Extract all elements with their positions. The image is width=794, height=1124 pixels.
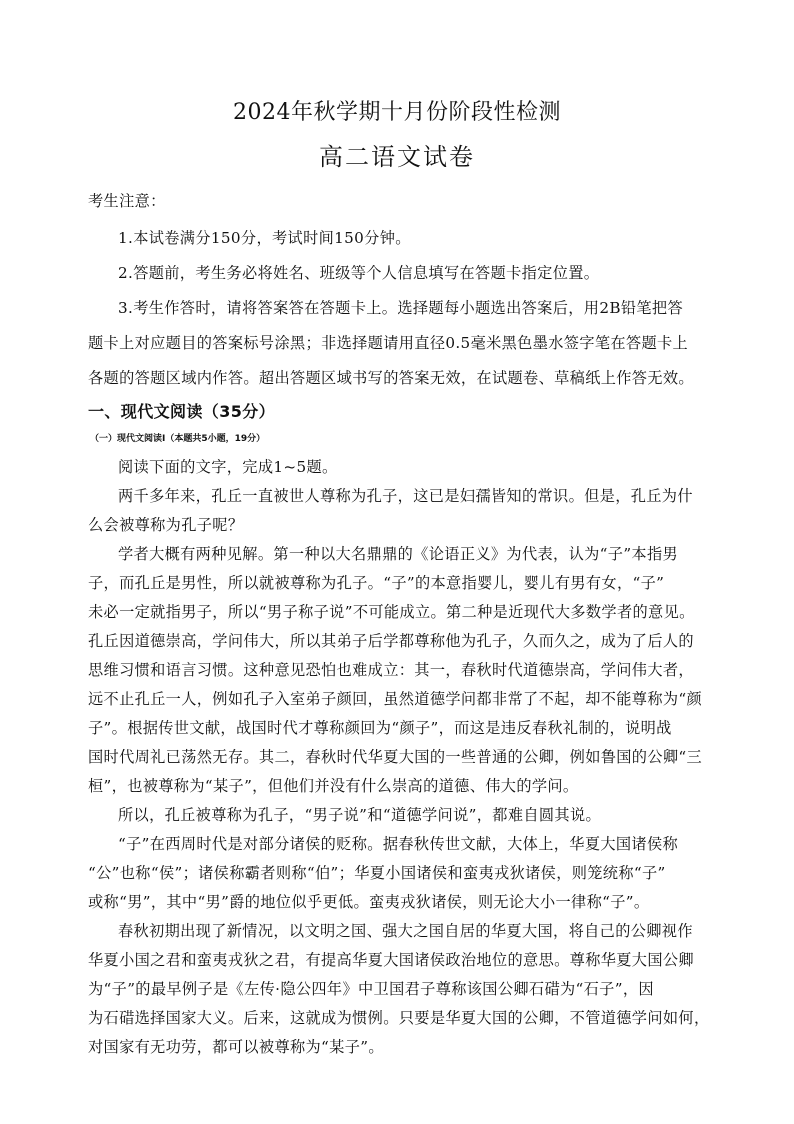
- passage-line: 或称“男”，其中“男”爵的地位似乎更低。蛮夷戎狄诸侯，则无论大小一律称“子”。: [88, 893, 650, 911]
- passage-line: 两千多年来，孔丘一直被世人尊称为孔子，这已是妇孺皆知的常识。但是，孔丘为什: [118, 487, 693, 505]
- passage-line: 学者大概有两种见解。第一种以大名鼎鼎的《论语正义》为代表，认为“子”本指男: [118, 545, 679, 563]
- passage-line: 国时代周礼已荡然无存。其二，春秋时代华夏大国的一些普通的公卿，例如鲁国的公卿“三: [88, 748, 703, 766]
- passage-line: 桓”，也被尊称为“某子”，但他们并没有什么崇高的道德、伟大的学问。: [88, 777, 579, 795]
- passage-line: 对国家有无功劳，都可以被尊称为“某子”。: [88, 1038, 384, 1056]
- passage-line: 春秋初期出现了新情况，以文明之国、强大之国自居的华夏大国，将自己的公卿视作: [118, 922, 693, 940]
- section-heading: 一、现代文阅读（35分）: [88, 402, 276, 421]
- notice-line: 各题的答题区域内作答。超出答题区域书写的答案无效，在试题卷、草稿纸上作答无效。: [88, 369, 694, 387]
- passage-line: 为“子”的最早例子是《左传·隐公四年》中卫国君子尊称该国公卿石碏为“石子”，因: [88, 980, 654, 998]
- passage-line: 思维习惯和语言习惯。这种意见恐怕也难成立：其一，春秋时代道德崇高，学问伟大者，: [88, 661, 694, 679]
- passage-line: 未必一定就指男子，所以“男子称子说”不可能成立。第二种是近现代大多数学者的意见。: [88, 603, 695, 621]
- notice-line: 题卡上对应题目的答案标号涂黑；非选择题请用直径0.5毫米黑色墨水签字笔在答题卡上: [88, 334, 689, 352]
- subsection-heading: （一）现代文阅读Ⅰ（本题共5小题，19分）: [90, 434, 266, 444]
- passage-line: 么会被尊称为孔子呢？: [88, 516, 244, 534]
- passage-line: 孔丘因道德崇高，学问伟大，所以其弟子后学都尊称他为孔子，久而久之，成为了后人的: [88, 632, 694, 650]
- passage-line: “公”也称“侯”；诸侯称霸者则称“伯”；华夏小国诸侯和蛮夷戎狄诸侯，则笼统称“子”: [88, 864, 666, 882]
- exam-title: 2024年秋学期十月份阶段性检测: [233, 100, 561, 125]
- notice-line: 1.本试卷满分150分，考试时间150分钟。: [118, 229, 411, 247]
- passage-line: “子”在西周时代是对部分诸侯的贬称。据春秋传世文献，大体上，华夏大国诸侯称: [118, 835, 679, 853]
- reading-instruction: 阅读下面的文字，完成1~5题。: [118, 458, 338, 476]
- exam-subtitle: 高二语文试卷: [319, 143, 475, 171]
- passage-line: 为石碏选择国家大义。后来，这就成为惯例。只要是华夏大国的公卿，不管道德学问如何，: [88, 1009, 710, 1027]
- passage-line: 子，而孔丘是男性，所以就被尊称为孔子。“子”的本意指婴儿，婴儿有男有女，“子”: [88, 574, 665, 592]
- passage-line: 远不止孔丘一人，例如孔子入室弟子颜回，虽然道德学问都非常了不起，却不能尊称为“颜: [88, 690, 703, 708]
- passage-line: 子”。根据传世文献，战国时代才尊称颜回为“颜子”，而这是违反春秋礼制的，说明战: [88, 719, 672, 737]
- passage-line: 所以，孔丘被尊称为孔子，“男子说”和“道德学问说”，都难自圆其说。: [118, 806, 602, 824]
- notice-line: 3.考生作答时，请将答案答在答题卡上。选择题每小题选出答案后，用2B铅笔把答: [118, 299, 683, 317]
- notice-line: 2.答题前，考生务必将姓名、班级等个人信息填写在答题卡指定位置。: [118, 264, 600, 282]
- passage-line: 华夏小国之君和蛮夷戎狄之君，有提高华夏大国诸侯政治地位的意思。尊称华夏大国公卿: [88, 951, 694, 969]
- notice-heading: 考生注意：: [88, 192, 166, 210]
